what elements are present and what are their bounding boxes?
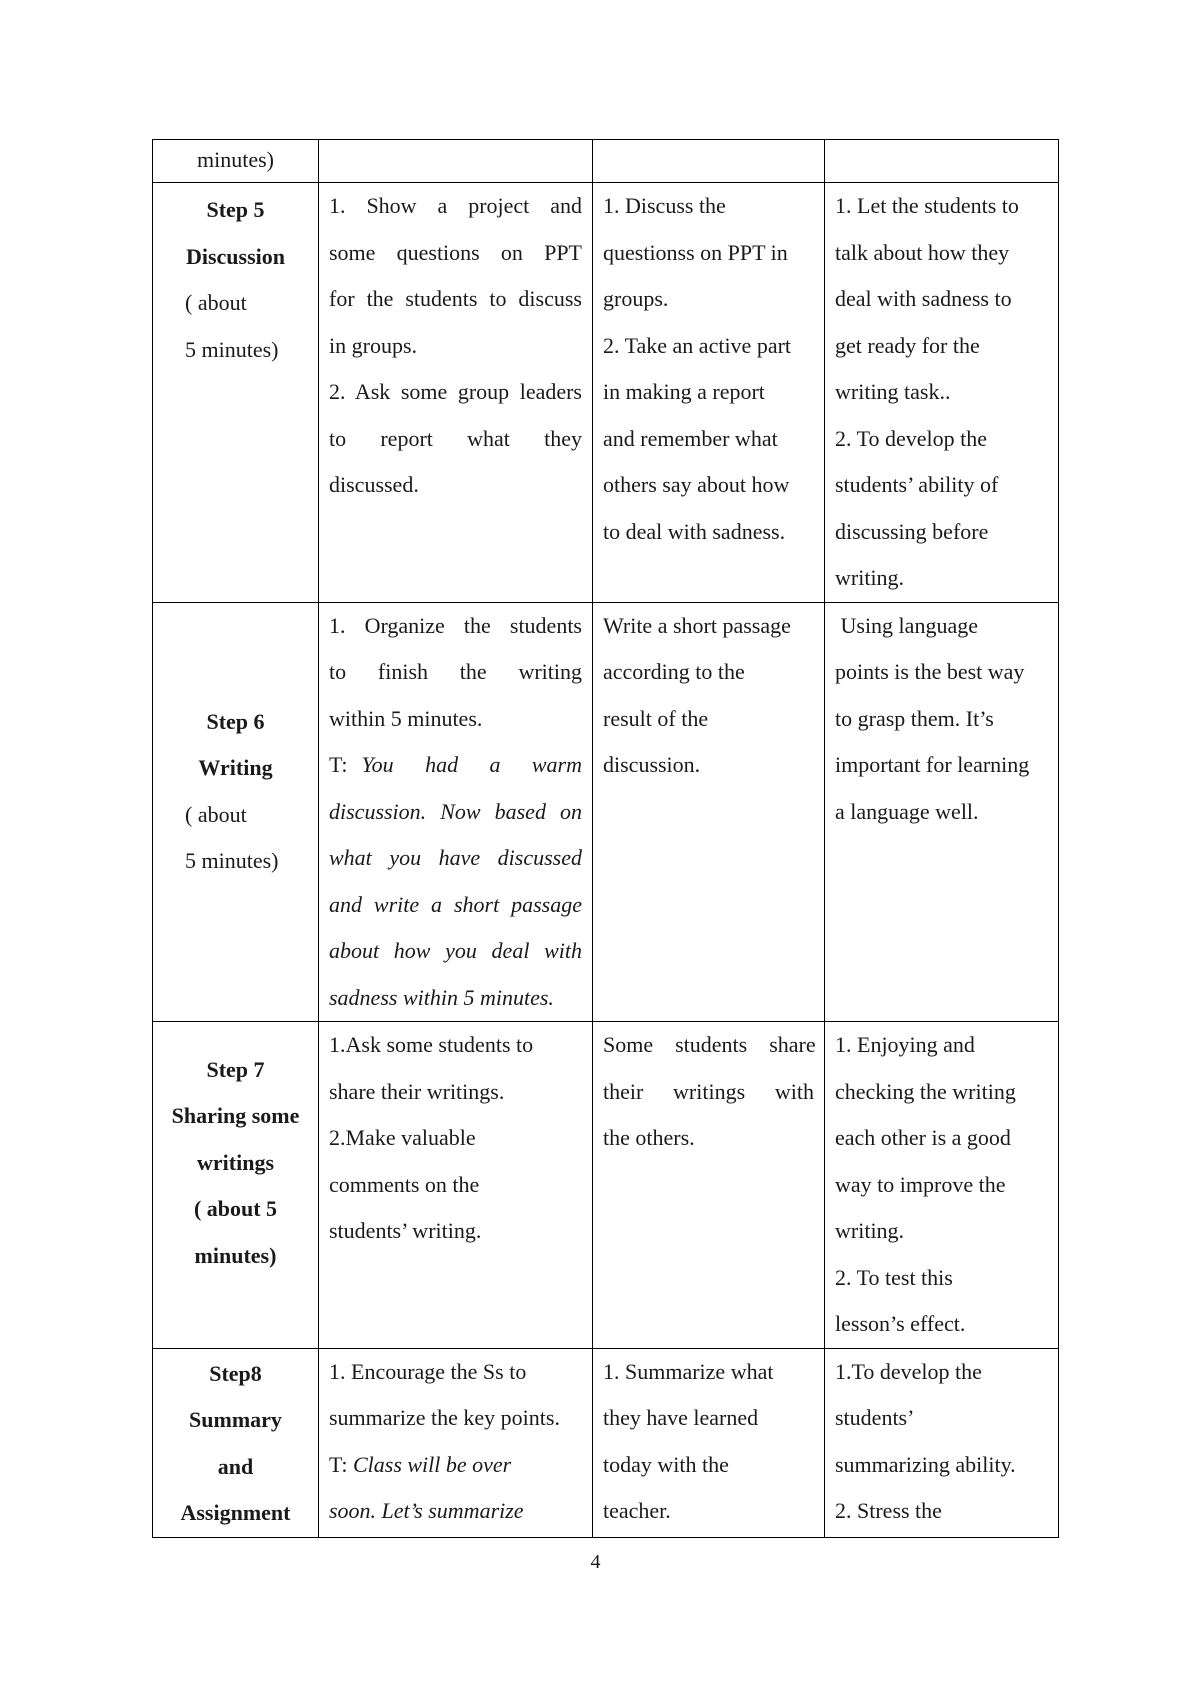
text-line: questionss on PPT in — [603, 239, 788, 265]
step-cell — [153, 183, 319, 603]
text-line: 1. Show a project and — [329, 193, 582, 218]
step-time: ( about — [185, 801, 247, 827]
text-line: 1.To develop the — [835, 1358, 982, 1384]
text-line: points is the best way — [835, 659, 1025, 684]
text-line: in groups. — [329, 332, 417, 358]
students-cell — [593, 1348, 825, 1537]
teacher-cell — [319, 1022, 593, 1349]
text-line: a language well. — [835, 798, 979, 824]
text-line: 1. Enjoying and — [835, 1032, 975, 1057]
text-line: 1. Encourage the Ss to — [329, 1358, 527, 1384]
text-line: deal with sadness to — [835, 286, 1012, 311]
text-line: discussion. Now based on — [329, 798, 582, 824]
text-line: they have learned — [603, 1405, 759, 1430]
text-line: the others. — [603, 1125, 695, 1150]
step-name: Writing — [198, 755, 273, 781]
text-line: to grasp them. It’s — [835, 705, 994, 731]
text-line: for the students to discuss — [329, 286, 582, 311]
text-line: summarizing ability. — [835, 1451, 1016, 1477]
text-line: discussing before — [835, 518, 989, 544]
text-line: sadness within 5 minutes. — [329, 984, 554, 1010]
lesson-plan-table — [152, 139, 1059, 1538]
purpose-cell — [825, 1022, 1059, 1349]
students-cell — [593, 140, 825, 183]
teacher-label: T: — [329, 1451, 353, 1477]
text-line: to deal with sadness. — [603, 518, 786, 544]
teacher-label: T: — [329, 752, 348, 777]
text-line: 2. Take an active part — [603, 332, 792, 358]
text-line: Using language — [835, 612, 978, 638]
text-line: about how you deal with — [329, 938, 582, 963]
students-cell — [593, 602, 825, 1022]
text-line: 1. Organize the students — [329, 612, 582, 638]
step-time-continuation: minutes) — [197, 147, 274, 172]
purpose-cell — [825, 183, 1059, 603]
text-line: talk about how they — [835, 239, 1010, 265]
step-title: Step 7 — [206, 1056, 265, 1082]
text-line: lesson’s effect. — [835, 1311, 966, 1336]
text-line: writing task.. — [835, 379, 951, 404]
step-cell — [153, 1022, 319, 1349]
text-line: discussed. — [329, 472, 419, 497]
step-title: Step8 — [209, 1360, 262, 1386]
text-line: what you have discussed — [329, 845, 582, 870]
step-time: ( about 5 — [193, 1196, 278, 1221]
text-line: 1.Ask some students to — [329, 1032, 534, 1057]
table-row-step5 — [153, 183, 1059, 603]
text-line: writing. — [835, 1218, 905, 1243]
text-line: 2. To develop the — [835, 425, 988, 451]
table-row-step8 — [153, 1348, 1059, 1537]
step-name: Assignment — [180, 1500, 291, 1525]
text-line: to report what they — [329, 425, 582, 451]
text-line: Some students share — [603, 1032, 816, 1057]
text-line: within 5 minutes. — [329, 705, 483, 731]
page-number: 4 — [590, 1551, 601, 1573]
step-time: 5 minutes) — [185, 848, 279, 874]
text-line: groups. — [603, 286, 669, 311]
step-cell — [153, 602, 319, 1022]
step-time: minutes) — [194, 1242, 277, 1268]
text-line: students’ ability of — [835, 472, 999, 497]
text-line: 2. Ask some group leaders — [329, 379, 582, 404]
text-line: their writings with — [603, 1078, 814, 1104]
text-line: discussion. — [603, 752, 701, 777]
purpose-cell — [825, 140, 1059, 183]
text-line: in making a report — [603, 379, 765, 404]
text-line: 2. To test this — [835, 1264, 953, 1290]
text-line: important for learning — [835, 752, 1030, 777]
text-line: Write a short passage — [603, 612, 791, 638]
text-line: to finish the writing — [329, 659, 582, 684]
text-line: 2.Make valuable — [329, 1125, 476, 1150]
text-line: and remember what — [603, 425, 778, 451]
teacher-quote-line — [329, 742, 582, 789]
text-line: students’ writing. — [329, 1218, 482, 1243]
purpose-cell — [825, 1348, 1059, 1537]
text-line: share their writings. — [329, 1078, 505, 1104]
step-name: Sharing some — [171, 1103, 300, 1128]
table-row-continuation — [153, 140, 1059, 183]
table-row-step6 — [153, 602, 1059, 1022]
teacher-cell — [319, 140, 593, 183]
text-line: according to the — [603, 659, 745, 684]
text-line: and write a short passage — [329, 891, 582, 917]
students-cell — [593, 1022, 825, 1349]
step-time: 5 minutes) — [185, 336, 279, 362]
students-cell — [593, 183, 825, 603]
text-line: some questions on PPT — [329, 239, 582, 265]
text-line: result of the — [603, 705, 709, 731]
step-cell — [153, 140, 319, 183]
text-line: checking the writing — [835, 1078, 1016, 1104]
step-title: Step 5 — [206, 197, 265, 222]
step-name: Discussion — [185, 243, 286, 269]
text-line: 1. Summarize what — [603, 1358, 774, 1384]
step-time: ( about — [185, 290, 247, 315]
teacher-quote-line — [329, 1442, 582, 1489]
text-line: teacher. — [603, 1498, 671, 1523]
purpose-cell — [825, 602, 1059, 1022]
text-line: comments on the — [329, 1171, 480, 1197]
step-name: and — [217, 1453, 254, 1479]
text-line: 1. Discuss the — [603, 193, 726, 218]
step-title: Step 6 — [206, 708, 265, 734]
text-line: soon. Let’s summarize — [329, 1498, 524, 1523]
teacher-cell — [319, 602, 593, 1022]
text-line: You had a warm — [361, 752, 582, 777]
text-line: others say about how — [603, 472, 790, 497]
step-name: Summary — [189, 1407, 282, 1432]
text-line: Class will be over — [352, 1451, 512, 1477]
teacher-cell — [319, 1348, 593, 1537]
text-line: 2. Stress the — [835, 1498, 942, 1523]
text-line: each other is a good — [835, 1125, 1011, 1150]
step-name: writings — [197, 1149, 274, 1175]
teacher-cell — [319, 183, 593, 603]
step-cell — [153, 1348, 319, 1537]
text-line: today with the — [603, 1451, 729, 1477]
text-line: get ready for the — [835, 332, 980, 358]
table-row-step7 — [153, 1022, 1059, 1349]
text-line: writing. — [835, 565, 905, 590]
text-line: students’ — [835, 1405, 915, 1430]
text-line: summarize the key points. — [329, 1405, 560, 1430]
text-line: way to improve the — [835, 1171, 1006, 1197]
text-line: 1. Let the students to — [835, 193, 1019, 218]
